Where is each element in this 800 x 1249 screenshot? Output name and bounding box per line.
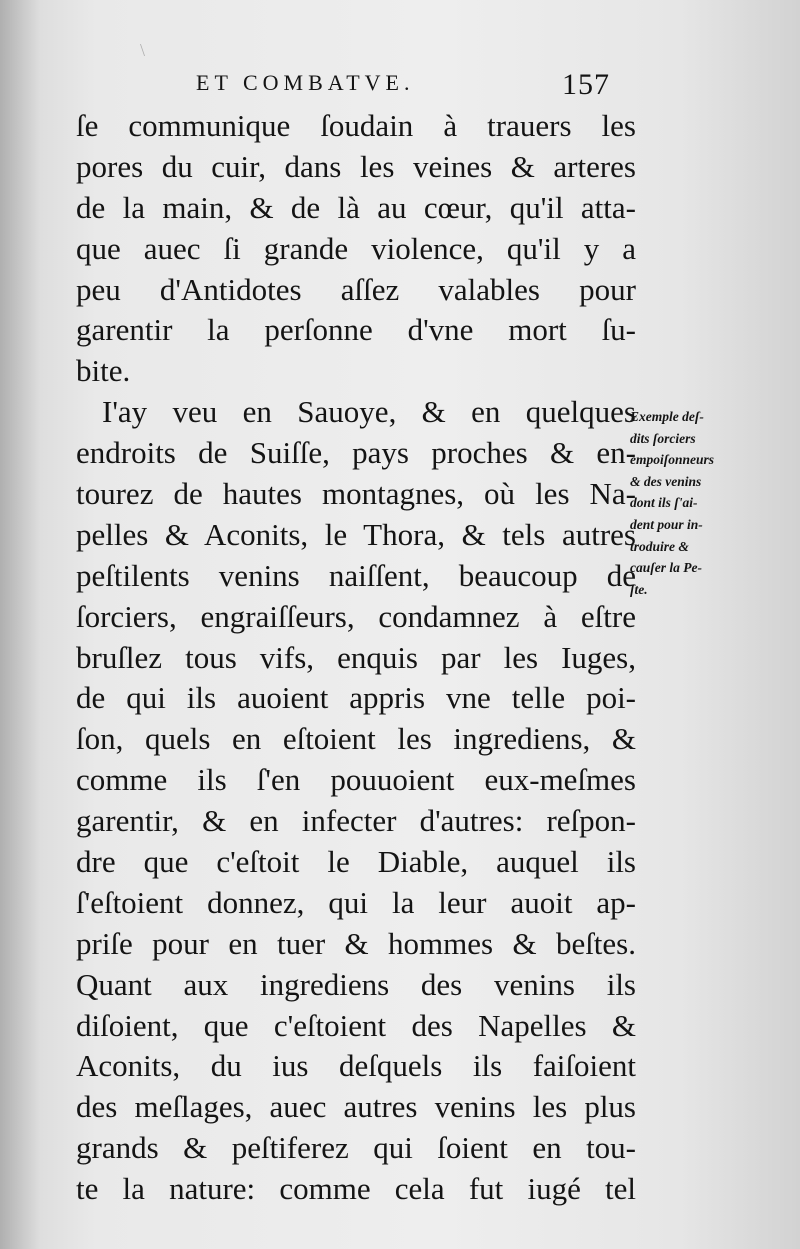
text-line: pores du cuir, dans les veines & arteres <box>76 148 636 184</box>
text-line: ſorciers, engraiſſeurs, condamnez à eſtre <box>76 598 636 634</box>
margin-note-line: dits ſorciers <box>630 430 696 446</box>
text-line: comme ils ſ'en pouuoient eux-meſmes <box>76 762 636 798</box>
text-line: pelles & Aconits, le Thora, & tels autres <box>76 516 636 552</box>
text-line: de qui ils auoient appris vne telle poi- <box>76 680 636 716</box>
text-line: Quant aux ingrediens des venins ils <box>76 966 636 1002</box>
text-line: grands & peſtiferez qui ſoient en tou- <box>76 1130 636 1166</box>
page-number: 157 <box>562 68 610 101</box>
margin-note-line: ſte. <box>630 581 648 597</box>
text-line: tourez de hautes montagnes, où les Na- <box>76 476 636 512</box>
text-line: diſoient, que c'eſtoient des Napelles & <box>76 1007 636 1043</box>
margin-note-line: Exemple deſ- <box>630 409 704 424</box>
text-line: endroits de Suiſſe, pays proches & en- <box>76 435 636 471</box>
margin-note-line: empoiſonneurs <box>630 452 715 468</box>
text-line: de la main, & de là au cœur, qu'il atta- <box>76 189 636 225</box>
text-line: dre que c'eſtoit le Diable, auquel ils <box>76 844 636 880</box>
text-line: te la nature: comme cela fut iugé tel <box>76 1171 636 1207</box>
text-line: peu d'Antidotes aſſez valables pour <box>76 271 636 307</box>
text-line: priſe pour en tuer & hommes & beſtes. <box>76 925 636 961</box>
margin-note-line: dent pour in- <box>630 516 703 532</box>
text-line: garentir, & en infecter d'autres: reſpon- <box>76 803 636 839</box>
text-line: garentir la perſonne d'vne mort ſu- <box>76 312 636 348</box>
margin-note-line: dont ils ſ'ai- <box>630 495 698 511</box>
gutter-shadow <box>0 0 40 1249</box>
text-line: que auec ſi grande violence, qu'il y a <box>76 230 636 266</box>
text-line: des meſlages, auec autres venins les plus <box>76 1089 636 1125</box>
page-header <box>0 66 800 106</box>
text-line: ſe communique ſoudain à trauers les <box>76 108 636 143</box>
margin-note <box>630 406 792 600</box>
text-line: Aconits, du ius deſquels ils faiſoient <box>76 1048 636 1084</box>
margin-note-line: cauſer la Pe- <box>630 560 702 576</box>
text-line: bite. <box>76 353 131 389</box>
running-title: ET COMBATVE. <box>196 70 415 95</box>
text-line: bruſlez tous vifs, enquis par les Iuges, <box>76 639 636 675</box>
signature-mark: \ <box>140 40 146 60</box>
main-text-block <box>76 106 636 1210</box>
margin-note-line: & des venins <box>630 473 702 489</box>
margin-note-line: troduire & <box>630 538 689 554</box>
text-line: peſtilents venins naiſſent, beaucoup de <box>76 557 636 593</box>
text-line: ſ'eſtoient donnez, qui la leur auoit ap- <box>76 884 636 920</box>
text-line: I'ay veu en Sauoye, & en quelques <box>102 394 636 430</box>
text-line: ſon, quels en eſtoient les ingrediens, & <box>76 721 636 757</box>
